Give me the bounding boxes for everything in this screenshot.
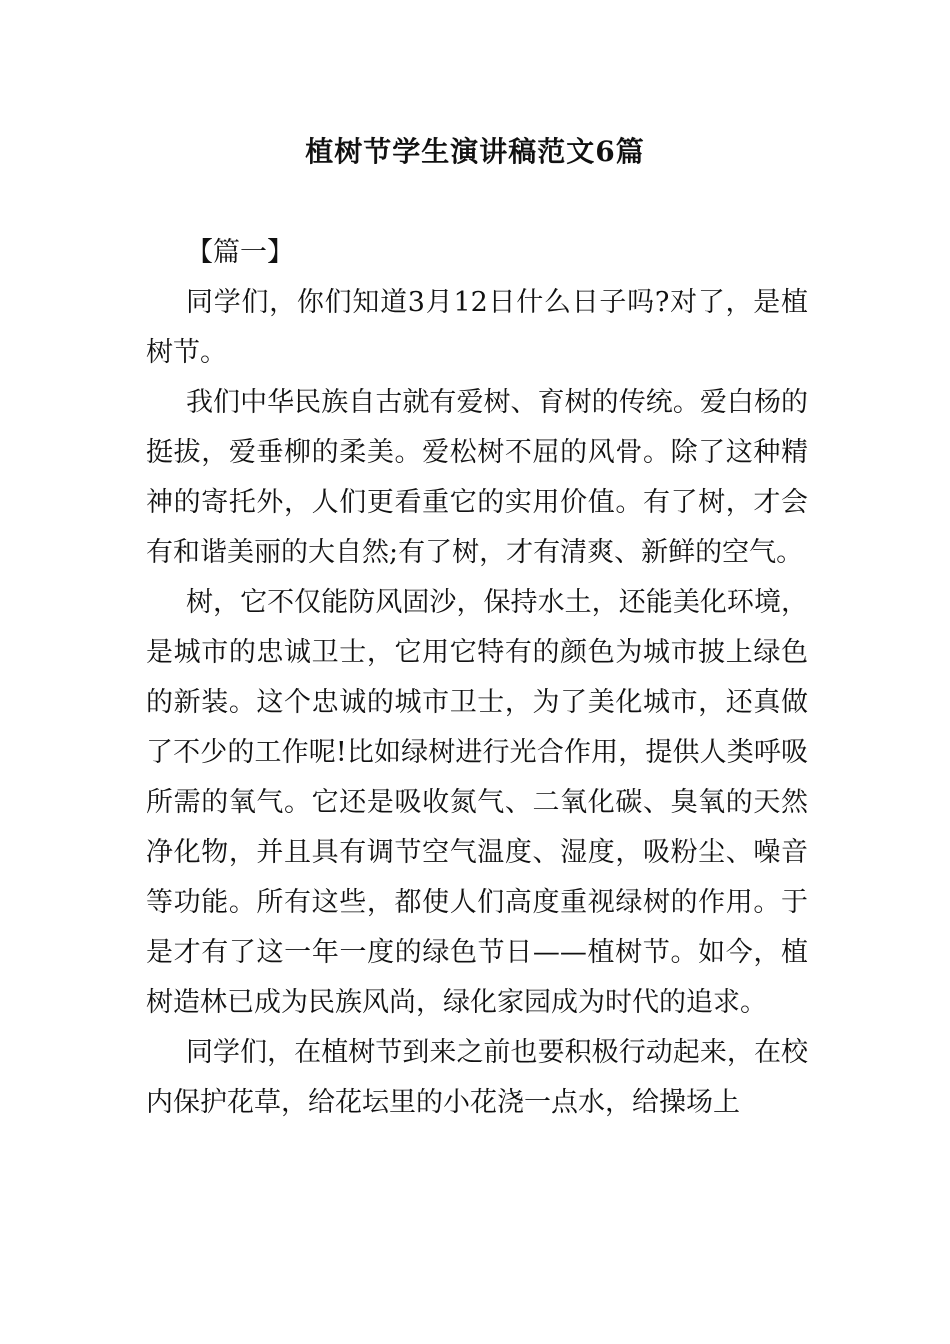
page-title: 植树节学生演讲稿范文6篇 [305, 135, 645, 168]
section-label: 【篇一】 [186, 237, 294, 268]
paragraph-1: 同学们，你们知道3月12日什么日子吗?对了，是植树节。 [146, 287, 808, 368]
document-body [146, 228, 808, 1128]
paragraph-3: 树，它不仅能防风固沙，保持水土，还能美化环境，是城市的忠诚卫士，它用它特有的颜色为城市披上绿色的新装。这个忠诚的城市卫士，为了美化城市，还真做了不少的工作呢!比如绿树进行光合作用，提供人类呼吸所需的氧气。它还是吸收氮气、二氧化碳、臭氧的天然净化物，并且具有调节空气温度、湿度，吸粉尘、噪音等功能。所有这些，都使人们高度重视绿树的作用。于是才有了这一年一度的绿色节日——植树节。如今，植树造林已成为民族风尚，绿化家园成为时代的追求。 [146, 587, 808, 1018]
paragraph-2: 我们中华民族自古就有爱树、育树的传统。爱白杨的挺拔，爱垂柳的柔美。爱松树不屈的风骨。除了这种精神的寄托外，人们更看重它的实用价值。有了树，才会有和谐美丽的大自然;有了树，才有清爽、新鲜的空气。 [146, 387, 808, 568]
paragraph-4: 同学们，在植树节到来之前也要积极行动起来，在校内保护花草，给花坛里的小花浇一点水，给操场上 [146, 1037, 808, 1118]
